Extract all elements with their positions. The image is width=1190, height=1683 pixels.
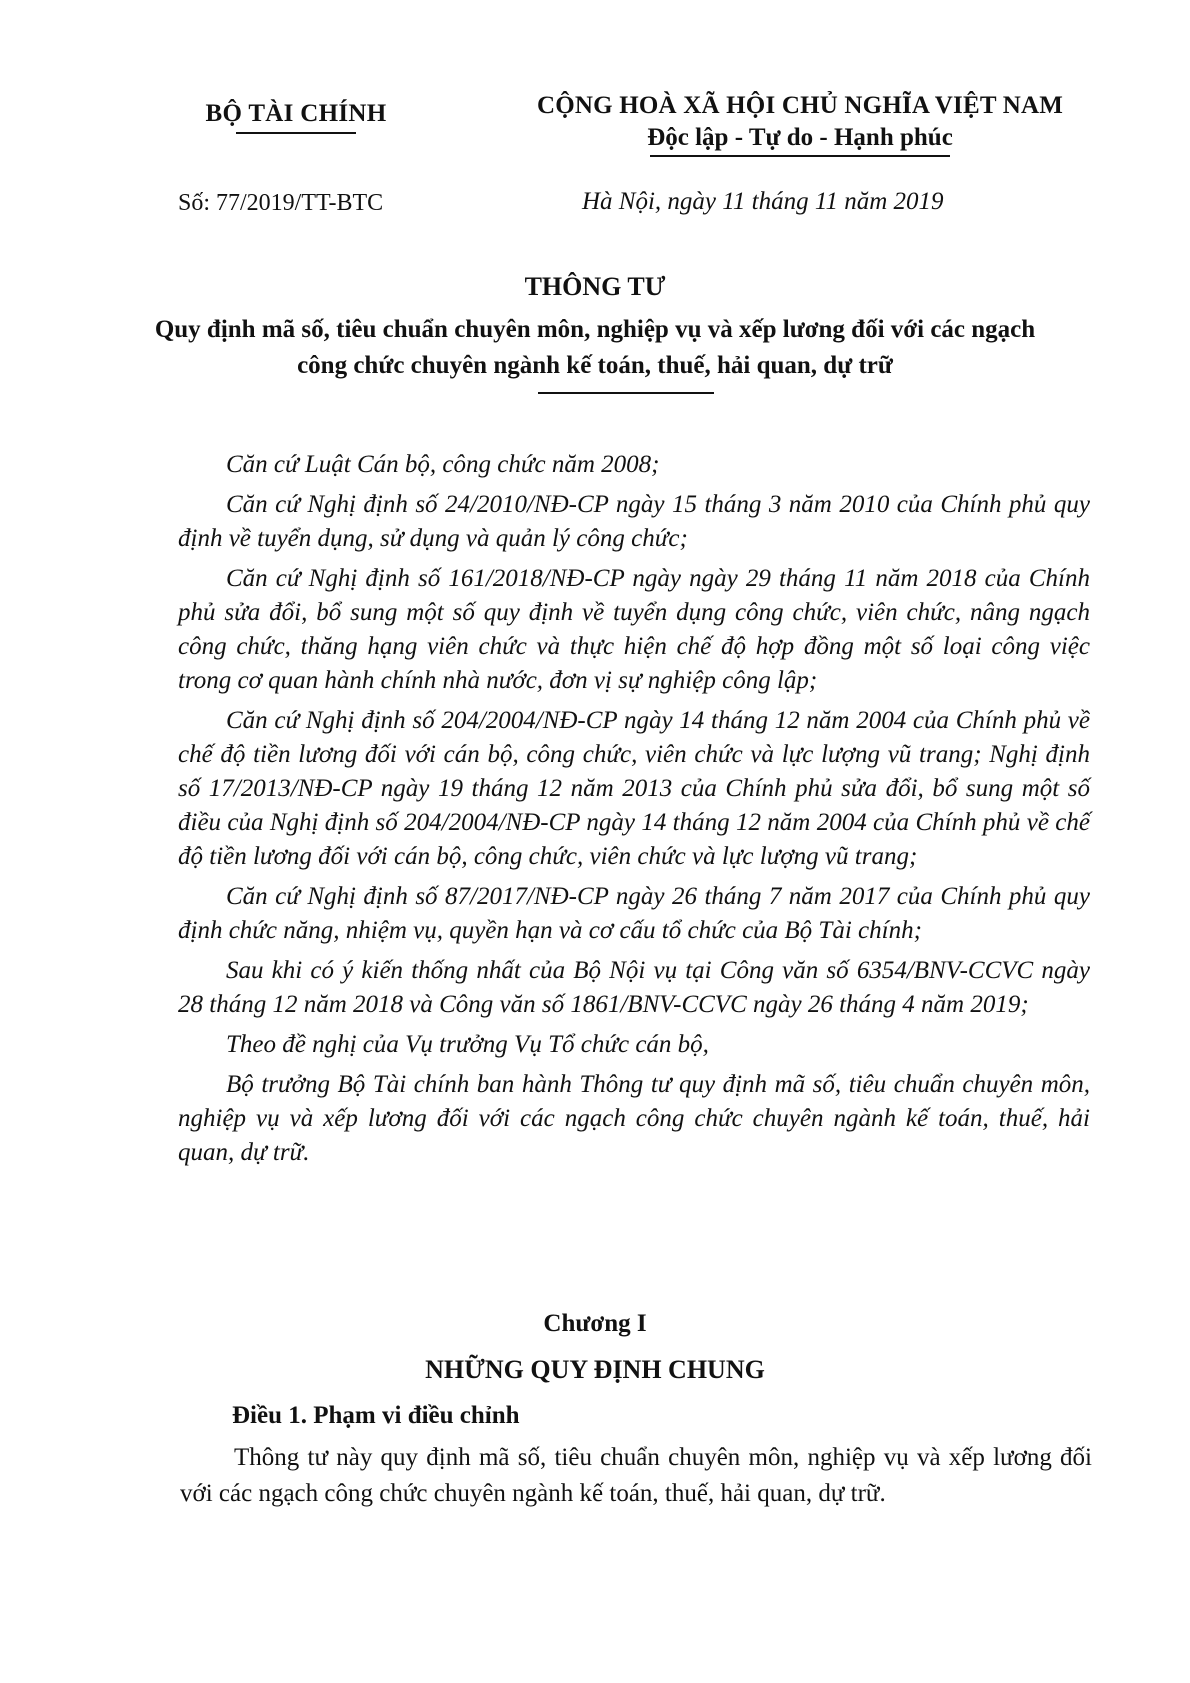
document-type: THÔNG TƯ [524,272,666,301]
basis-paragraph: Sau khi có ý kiến thống nhất của Bộ Nội vụ tại Công văn số 6354/BNV-CCVC ngày 28 tháng 12 năm 2018 và Công văn số 1861/BNV-CCVC ngày 26 tháng 4 năm 2019; [178,957,1090,1018]
basis-paragraph: Bộ trưởng Bộ Tài chính ban hành Thông tư quy định mã số, tiêu chuẩn chuyên môn, nghiệp vụ và xếp lương đối với các ngạch công chức chuyên ngành kế toán, thuế, hải quan, dự trữ. [178,1071,1090,1166]
article-paragraph: Thông tư này quy định mã số, tiêu chuẩn chuyên môn, nghiệp vụ và xếp lương đối với các ngạch công chức chuyên ngành kế toán, thuế, hải quan, dự trữ. [180,1444,1092,1507]
basis-paragraph: Căn cứ Nghị định số 24/2010/NĐ-CP ngày 15 tháng 3 năm 2010 của Chính phủ quy định về tuyển dụng, sử dụng và quản lý công chức; [178,491,1090,552]
national-motto: Độc lập - Tự do - Hạnh phúc [647,124,953,151]
national-title: CỘNG HOÀ XÃ HỘI CHỦ NGHĨA VIỆT NAM [536,92,1064,119]
motto-underline [650,155,950,157]
basis-paragraph: Căn cứ Nghị định số 87/2017/NĐ-CP ngày 26 tháng 7 năm 2017 của Chính phủ quy định chức năng, nhiệm vụ, quyền hạn và cơ cấu tổ chức của Bộ Tài chính; [178,883,1090,944]
chapter-title: NHỮNG QUY ĐỊNH CHUNG [425,1355,765,1384]
national-title-block [520,92,1080,157]
authority-underline [236,132,356,134]
basis-paragraph: Theo đề nghị của Vụ trưởng Vụ Tổ chức cán bộ, [226,1031,709,1058]
legal-basis [178,448,1090,1176]
title-divider [538,392,714,394]
basis-paragraph: Căn cứ Luật Cán bộ, công chức năm 2008; [226,451,660,478]
basis-paragraph: Căn cứ Nghị định số 161/2018/NĐ-CP ngày ngày 29 tháng 11 năm 2018 của Chính phủ sửa đổi, bổ sung một số quy định về tuyển dụng công chức, viên chức, nâng ngạch công chức, thăng hạng viên chức và thực hiện chế độ hợp đồng một số loại công việc trong cơ quan hành chính nhà nước, đơn vị sự nghiệp công lập; [178,565,1090,694]
issuing-authority-block [196,100,396,134]
chapter-label: Chương I [543,1310,647,1337]
article-heading: Điều 1. Phạm vi điều chỉnh [232,1402,520,1429]
article-body [180,1440,1092,1512]
basis-paragraph: Căn cứ Nghị định số 204/2004/NĐ-CP ngày 14 tháng 12 năm 2004 của Chính phủ về chế độ tiền lương đối với cán bộ, công chức, viên chức và lực lượng vũ trang; Nghị định số 17/2013/NĐ-CP ngày 19 tháng 12 năm 2013 của Chính phủ sửa đổi, bổ sung một số điều của Nghị định số 204/2004/NĐ-CP ngày 14 tháng 12 năm 2004 của Chính phủ về chế độ tiền lương đối với cán bộ, công chức, viên chức và lực lượng vũ trang; [178,707,1090,870]
issuing-authority: BỘ TÀI CHÍNH [205,100,387,127]
document-subject: Quy định mã số, tiêu chuẩn chuyên môn, nghiệp vụ và xếp lương đối với các ngạch công chức chuyên ngành kế toán, thuế, hải quan, dự trữ [154,316,1036,379]
document-number: Số: 77/2019/TT-BTC [178,190,384,216]
place-date: Hà Nội, ngày 11 tháng 11 năm 2019 [582,188,944,215]
